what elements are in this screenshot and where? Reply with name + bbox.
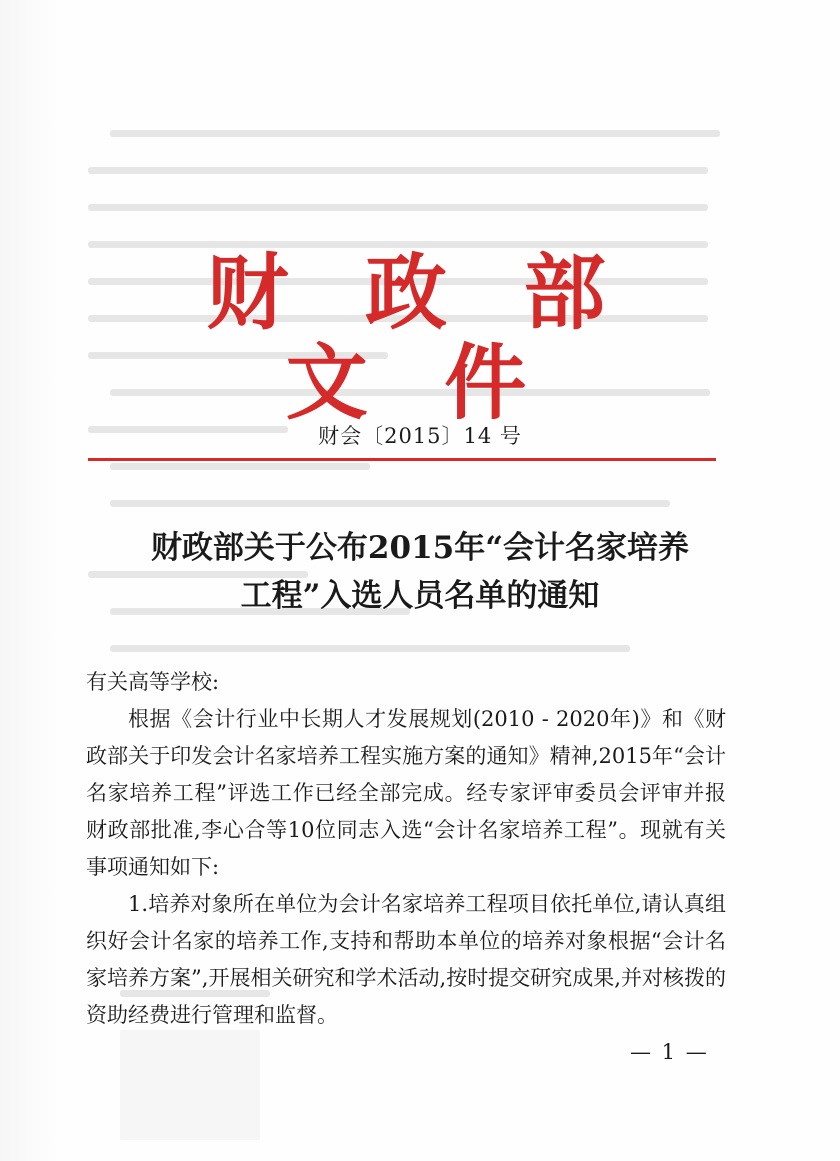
red-divider-line <box>88 458 716 461</box>
notice-body <box>86 664 726 1034</box>
document-header-title: 财 政 部 文 件 <box>206 245 630 431</box>
notice-title-line-2: 工程”入选人员名单的通知 <box>240 578 600 614</box>
page-number: — 1 — <box>630 1040 709 1064</box>
notice-title-line-1: 财政部关于公布2015年“会计名家培养 <box>150 530 690 566</box>
notice-title <box>100 524 740 620</box>
scan-edge-shadow <box>0 0 60 1161</box>
paragraph-2: 1.培养对象所在单位为会计名家培养工程项目依托单位,请认真组织好会计名家的培养工作,支持和帮助本单位的培养对象根据“会计名家培养方案”,开展相关研究和学术活动,按时提交研究成果,并对核拨的资助经费进行管理和监督。 <box>86 892 726 1027</box>
paragraph-1: 根据《会计行业中长期人才发展规划(2010 - 2020年)》和《财政部关于印发会计名家培养工程实施方案的通知》精神,2015年“会计名家培养工程”评选工作已经全部完成。经专家评审委员会评审并报财政部批准,李心合等10位同志入选“会计名家培养工程”。现就有关事项通知如下: <box>86 707 726 879</box>
document-number: 财会〔2015〕14 号 <box>318 424 522 448</box>
salutation: 有关高等学校: <box>86 670 220 694</box>
